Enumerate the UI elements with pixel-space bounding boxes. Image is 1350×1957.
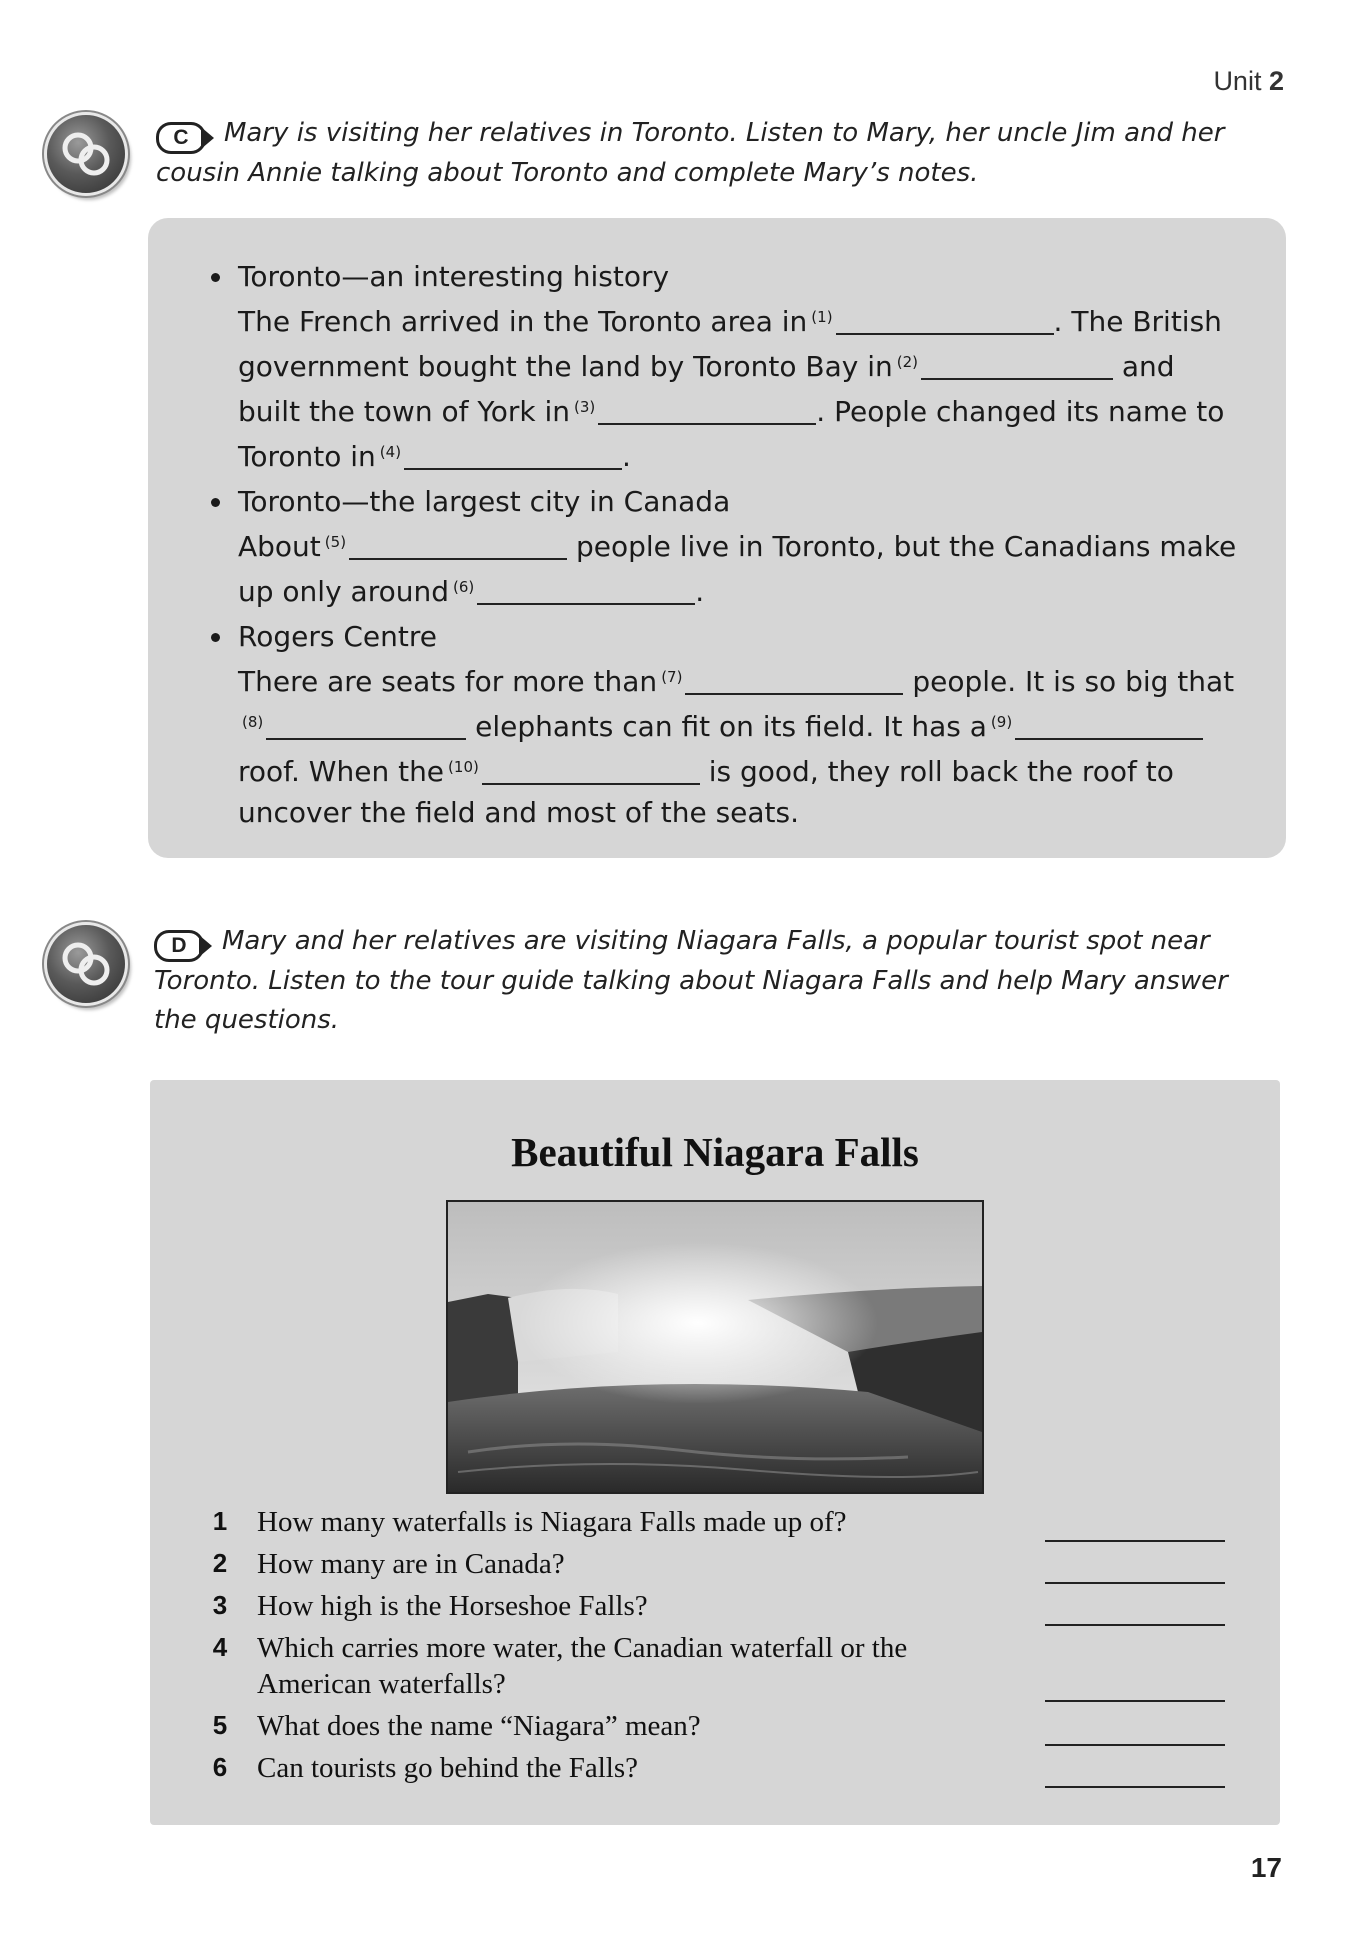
unit-number: 2 (1268, 66, 1284, 96)
unit-word: Unit (1213, 66, 1262, 96)
question-item: 5 What does the name “Niagara” mean? (205, 1706, 1235, 1748)
topic-heading-history: Toronto—an interesting history (238, 256, 1278, 297)
answer-line-5[interactable] (1045, 1744, 1225, 1746)
page-number: 17 (1250, 1852, 1282, 1883)
answer-line-4[interactable] (1045, 1700, 1225, 1702)
answer-line-2[interactable] (1045, 1582, 1225, 1584)
question-item: 6 Can tourists go behind the Falls? (205, 1748, 1235, 1790)
question-item: 2 How many are in Canada? (205, 1544, 1235, 1586)
question-item: 1 How many waterfalls is Niagara Falls made up of? (205, 1502, 1235, 1544)
answer-blank-6[interactable] (477, 575, 695, 605)
notes-line: $^{(8)}$ elephants can fit on its field. It has a $^{(9)}$ (238, 702, 1278, 747)
marys-notes (238, 252, 1278, 833)
topic-heading-rogers-centre: Rogers Centre (238, 616, 1278, 657)
notes-line: The French arrived in the Toronto area in $^{(1)}$ . The British (238, 305, 1222, 338)
notes-line: uncover the field and most of the seats. (238, 796, 800, 829)
unit-label (1213, 66, 1284, 97)
question-item: 3 How high is the Horseshoe Falls? (205, 1586, 1235, 1628)
section-c-instruction: C Mary is visiting her relatives in Toronto. Listen to Mary, her uncle Jim and her cousin Annie talking about Toronto and complete Mary’s notes. (156, 118, 1225, 188)
audio-cd-icon (44, 112, 128, 196)
notes-line: up only around $^{(6)}$ . (238, 575, 705, 608)
answer-line-3[interactable] (1045, 1624, 1225, 1626)
answer-blank-9[interactable] (1015, 710, 1203, 740)
audio-cd-icon (44, 922, 128, 1006)
notes-line: Toronto in $^{(4)}$ . (238, 440, 631, 473)
answer-blank-10[interactable] (482, 755, 700, 785)
notes-line: government bought the land by Toronto Bay in $^{(2)}$ and (238, 350, 1175, 383)
question-item: 4 Which carries more water, the Canadian waterfall or the American waterfalls? (205, 1628, 1235, 1706)
answer-blank-2[interactable] (921, 350, 1113, 380)
section-d-instruction: D Mary and her relatives are visiting Niagara Falls, a popular tourist spot near Toronto. Listen to the tour guide talking about Niagara Falls and help Mary answer the questions. (154, 926, 1228, 1035)
answer-line-6[interactable] (1045, 1786, 1225, 1788)
play-track-c-icon[interactable]: C (156, 122, 214, 154)
answer-blank-7[interactable] (685, 665, 903, 695)
answer-line-1[interactable] (1045, 1540, 1225, 1542)
niagara-falls-photo (446, 1200, 984, 1494)
answer-blank-1[interactable] (836, 305, 1054, 335)
answer-blank-5[interactable] (349, 530, 567, 560)
question-list (205, 1502, 1235, 1790)
notes-line: About $^{(5)}$ people live in Toronto, but the Canadians make (238, 530, 1237, 563)
answer-blank-4[interactable] (404, 440, 622, 470)
notes-line: There are seats for more than $^{(7)}$ people. It is so big that (238, 665, 1235, 698)
play-track-d-icon[interactable]: D (154, 930, 212, 962)
answer-blank-3[interactable] (598, 395, 816, 425)
notes-line: roof. When the $^{(10)}$ is good, they roll back the roof to (238, 755, 1174, 788)
notes-line: built the town of York in $^{(3)}$ . People changed its name to (238, 395, 1225, 428)
topic-heading-largest-city: Toronto—the largest city in Canada (238, 481, 1278, 522)
answer-blank-8[interactable] (266, 710, 466, 740)
card-title: Beautiful Niagara Falls (511, 1129, 919, 1175)
